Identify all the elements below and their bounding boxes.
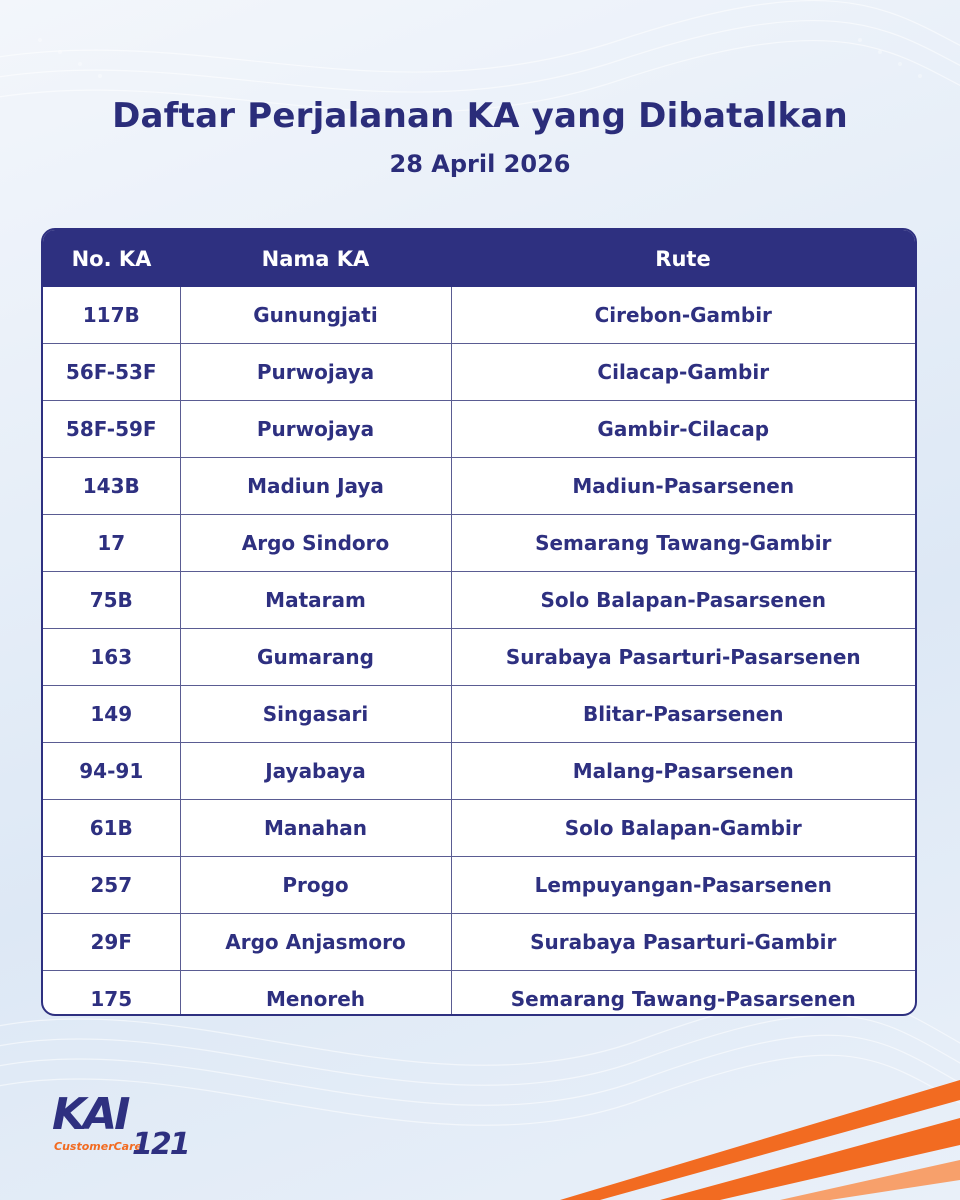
cell-no: 257 [43,857,180,914]
cell-rute: Solo Balapan-Gambir [451,800,915,857]
cell-nama: Gumarang [180,629,451,686]
cell-no: 17 [43,515,180,572]
cell-no: 56F-53F [43,344,180,401]
logo-tagline: CustomerCare [54,1140,142,1153]
cell-rute: Surabaya Pasarturi-Gambir [451,914,915,971]
cell-rute: Cirebon-Gambir [451,287,915,344]
cell-rute: Blitar-Pasarsenen [451,686,915,743]
cell-no: 75B [43,572,180,629]
cell-rute: Cilacap-Gambir [451,344,915,401]
logo-brand [52,1090,128,1140]
cell-no: 29F [43,914,180,971]
cell-no: 58F-59F [43,401,180,458]
kai-customer-care-logo [52,1090,192,1170]
cancelled-trains-table [41,228,917,1016]
table-row [43,914,915,971]
column-header-nama: Nama KA [180,230,451,287]
table-row [43,344,915,401]
column-header-no: No. KA [43,230,180,287]
page-title: Daftar Perjalanan KA yang Dibatalkan [112,96,848,136]
cell-nama: Argo Anjasmoro [180,914,451,971]
table-row [43,401,915,458]
cell-nama: Purwojaya [180,344,451,401]
table-row [43,686,915,743]
table [43,230,915,1016]
cell-rute: Semarang Tawang-Gambir [451,515,915,572]
cell-nama: Argo Sindoro [180,515,451,572]
cell-rute: Madiun-Pasarsenen [451,458,915,515]
cell-rute: Gambir-Cilacap [451,401,915,458]
logo-number: 121 [132,1127,189,1162]
cell-rute: Surabaya Pasarturi-Pasarsenen [451,629,915,686]
column-header-rute: Rute [451,230,915,287]
table-row [43,743,915,800]
table-row [43,515,915,572]
table-row [43,458,915,515]
cell-nama: Manahan [180,800,451,857]
cell-nama: Jayabaya [180,743,451,800]
table-row [43,287,915,344]
cell-rute: Solo Balapan-Pasarsenen [451,572,915,629]
cell-no: 61B [43,800,180,857]
cell-nama: Madiun Jaya [180,458,451,515]
table-row [43,800,915,857]
cell-rute: Semarang Tawang-Pasarsenen [451,971,915,1017]
table-row [43,572,915,629]
page-date: 28 April 2026 [389,150,571,178]
logo-brand-text: KAI [52,1089,128,1140]
cell-nama: Purwojaya [180,401,451,458]
cell-no: 149 [43,686,180,743]
cell-no: 117B [82,303,140,327]
table-row [43,857,915,914]
cell-no: 175 [43,971,180,1017]
table-header-row [43,230,915,287]
cell-no: 143B [43,458,180,515]
cell-no: 163 [43,629,180,686]
cell-rute: Lempuyangan-Pasarsenen [451,857,915,914]
cell-nama: Progo [180,857,451,914]
table-row [43,629,915,686]
cell-no: 94-91 [43,743,180,800]
cell-nama: Gunungjati [180,287,451,344]
cell-nama: Menoreh [180,971,451,1017]
cell-rute: Malang-Pasarsenen [451,743,915,800]
cell-nama: Mataram [180,572,451,629]
header [0,92,960,180]
table-row [43,971,915,1017]
cell-nama: Singasari [180,686,451,743]
